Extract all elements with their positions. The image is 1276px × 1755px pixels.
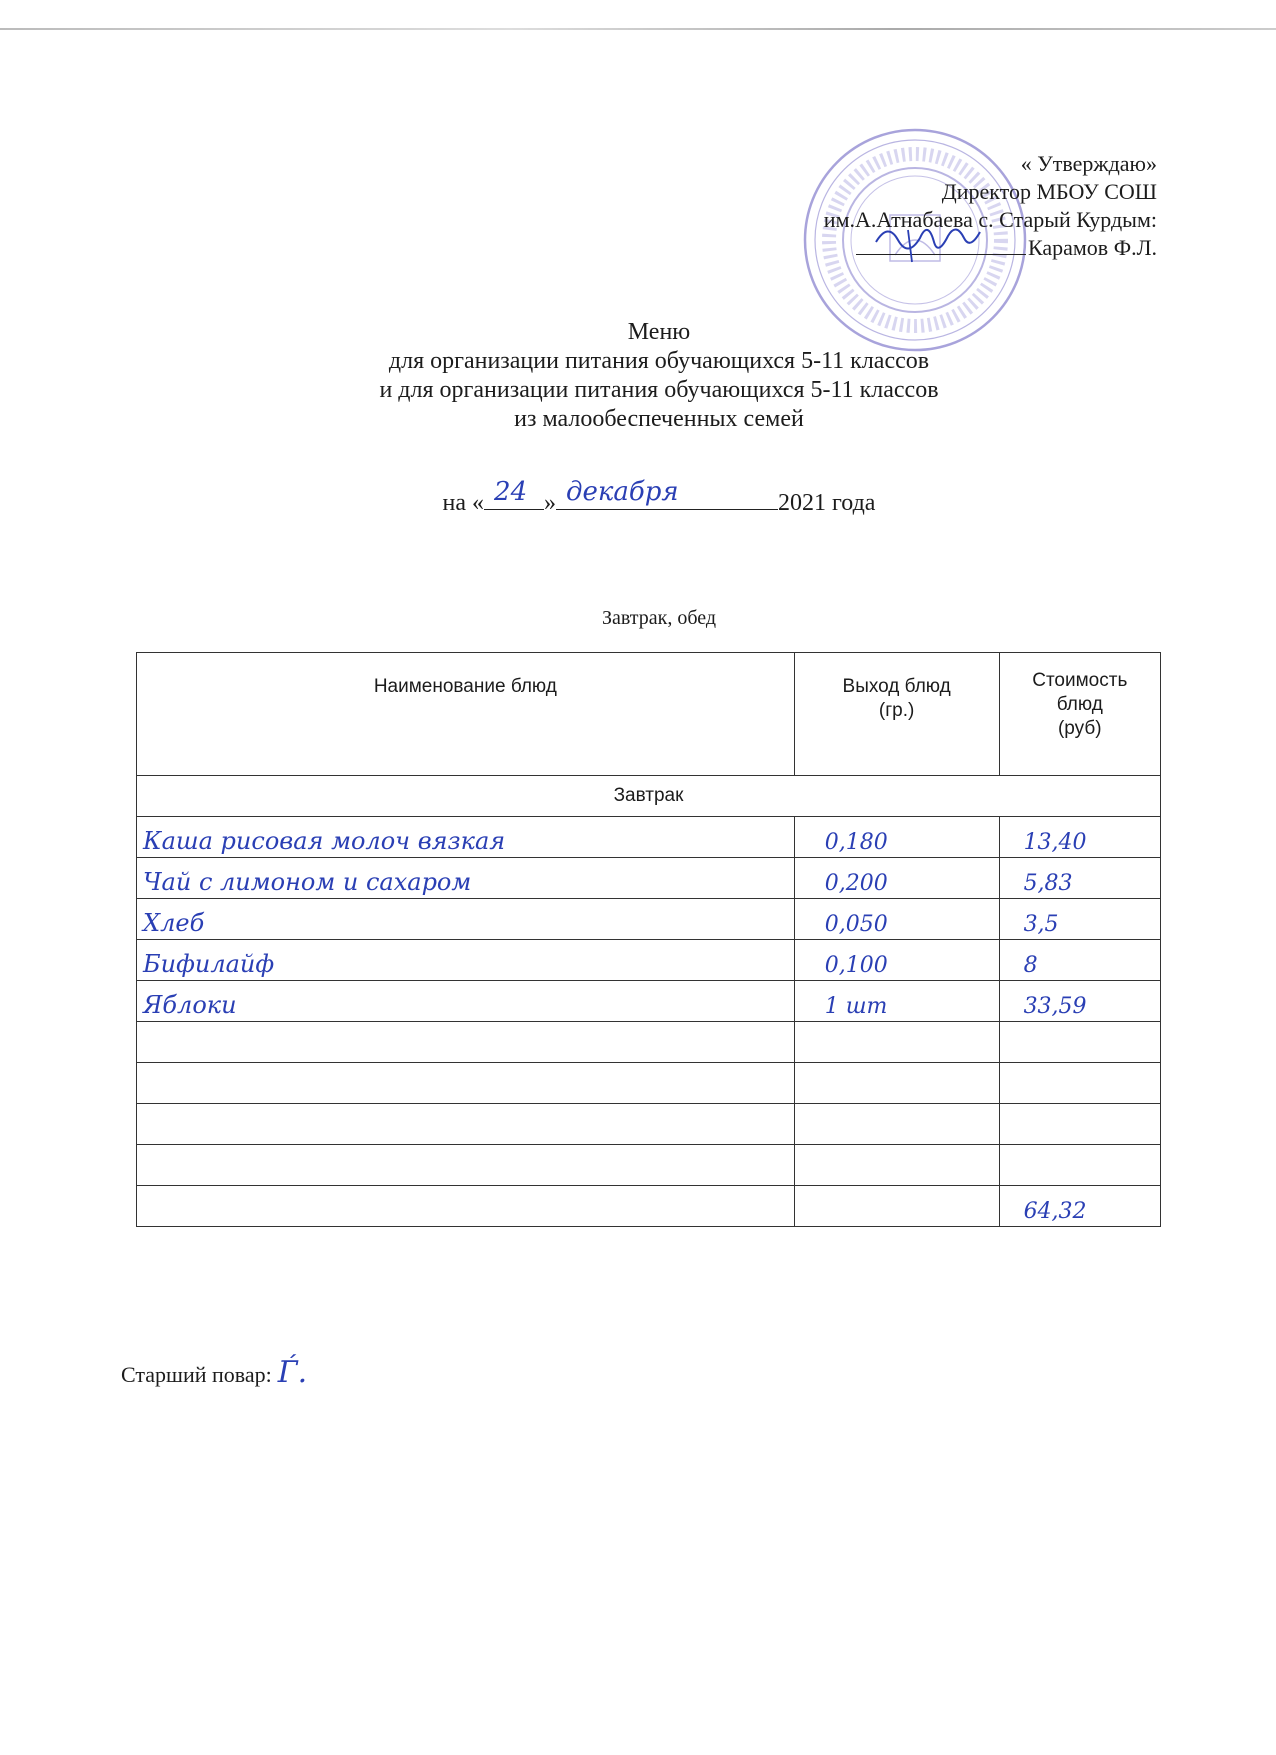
table-row [137, 1104, 1161, 1145]
title-line-4: из малообеспеченных семей [514, 406, 804, 432]
table-header-row [137, 653, 1161, 776]
approval-school: им.А.Атнабаева с. Старый Курдым: [823, 207, 1157, 232]
date-month: декабря [566, 477, 679, 507]
dish-price: 13,40 [999, 817, 1160, 858]
dish-name: Яблоки [137, 981, 795, 1022]
dish-output: 0,050 [794, 899, 999, 940]
menu-table [136, 652, 1161, 1227]
date-month-field [556, 477, 778, 510]
meal-subtitle: Завтрак, обед [601, 607, 717, 629]
head-cook-line [121, 1355, 307, 1390]
title-line-3: и для организации питания обучающихся 5-11 классов [379, 377, 939, 403]
table-row [137, 899, 1161, 940]
dish-output: 0,180 [794, 817, 999, 858]
menu-date [0, 477, 1276, 517]
dish-name: Каша рисовая молоч вязкая [137, 817, 795, 858]
title-line-2: для организации питания обучающихся 5-11 классов [388, 348, 930, 374]
header-price-line2: блюд [1056, 694, 1103, 715]
title-menu: Меню [627, 319, 691, 345]
dish-output [794, 1145, 999, 1186]
dish-price [999, 1063, 1160, 1104]
director-signature [868, 212, 988, 267]
approval-position: Директор МБОУ СОШ [941, 179, 1157, 204]
header-output-line2: (гр.) [878, 700, 915, 721]
approval-heading: « Утверждаю» [1020, 151, 1157, 176]
header-output-line1: Выход блюд [842, 676, 951, 697]
table-row [137, 1145, 1161, 1186]
table-row [137, 858, 1161, 899]
dish-output [794, 1186, 999, 1227]
document-title [0, 318, 1276, 434]
table-row [137, 1022, 1161, 1063]
date-day: 24 [494, 477, 528, 507]
table-row [137, 940, 1161, 981]
approval-signer: Карамов Ф.Л. [1027, 235, 1157, 260]
dish-price [999, 1022, 1160, 1063]
dish-name [137, 1063, 795, 1104]
dish-name: Бифилайф [137, 940, 795, 981]
header-price-line1: Стоимость [1032, 670, 1128, 691]
dish-name [137, 1104, 795, 1145]
dish-name: Чай с лимоном и сахаром [137, 858, 795, 899]
table-row [137, 981, 1161, 1022]
date-day-field [484, 477, 544, 510]
head-cook-signature: Ѓ. [277, 1355, 308, 1390]
dish-output [794, 1022, 999, 1063]
date-mid: » [544, 490, 557, 516]
section-row-breakfast [137, 776, 1161, 817]
header-price [999, 653, 1160, 776]
dish-name [137, 1186, 795, 1227]
dish-output: 1 шт [794, 981, 999, 1022]
dish-price: 3,5 [999, 899, 1160, 940]
dish-name: Хлеб [137, 899, 795, 940]
dish-name [137, 1022, 795, 1063]
header-dish-name [137, 653, 795, 776]
table-row-total [137, 1186, 1161, 1227]
total-price: 64,32 [999, 1186, 1160, 1227]
table-row [137, 1063, 1161, 1104]
dish-price [999, 1145, 1160, 1186]
dish-price [999, 1104, 1160, 1145]
dish-price: 8 [999, 940, 1160, 981]
dish-price: 33,59 [999, 981, 1160, 1022]
header-output [794, 653, 999, 776]
dish-output: 0,200 [794, 858, 999, 899]
section-label: Завтрак [137, 776, 1161, 817]
dish-output [794, 1063, 999, 1104]
dish-name [137, 1145, 795, 1186]
table-row [137, 817, 1161, 858]
dish-output [794, 1104, 999, 1145]
date-prefix: на « [442, 490, 485, 516]
dish-output: 0,100 [794, 940, 999, 981]
scan-edge-line [0, 28, 1276, 30]
date-year: 2021 года [778, 490, 876, 516]
dish-price: 5,83 [999, 858, 1160, 899]
header-dish-name-label: Наименование блюд [373, 676, 557, 697]
head-cook-label: Старший повар: [121, 1362, 272, 1387]
header-price-line3: (руб) [1057, 718, 1102, 739]
